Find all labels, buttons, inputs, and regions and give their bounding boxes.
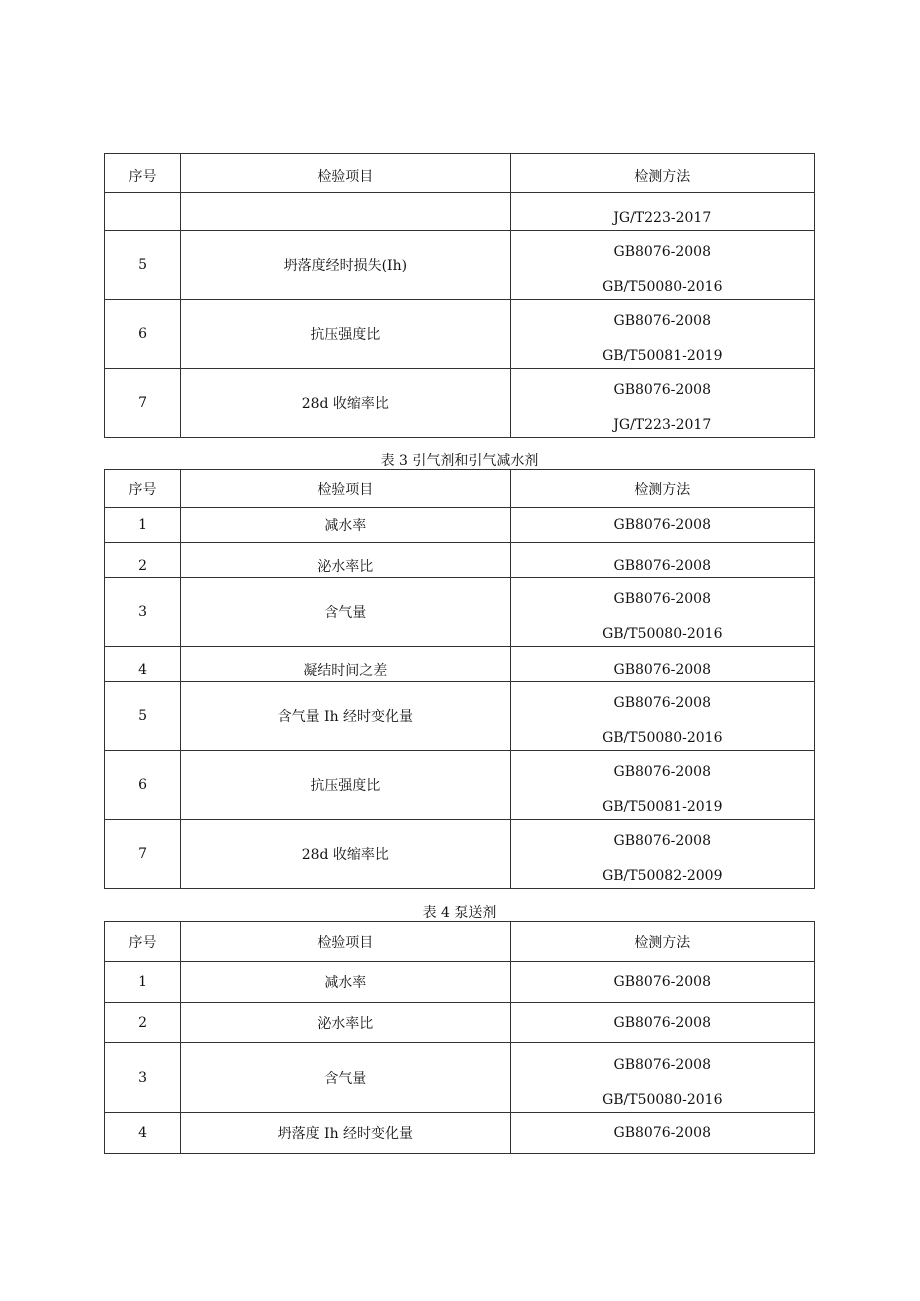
row-item: 减水率 xyxy=(181,508,510,543)
table-header-row xyxy=(105,922,815,962)
row-item: 含气量 xyxy=(181,578,510,647)
table-3-caption: 表 3 引气剂和引气减水剂 xyxy=(380,453,539,469)
method-standard: GB8076-2008 xyxy=(613,1014,711,1031)
method-standard: GB8076-2008 xyxy=(613,974,711,990)
header-no: 序号 xyxy=(105,154,181,193)
row-item: 减水率 xyxy=(181,962,510,1003)
method-standard: GB8076-2008 xyxy=(613,1056,711,1073)
table-row xyxy=(105,647,815,682)
row-method xyxy=(510,231,814,300)
method-standard: GB/T50080-2016 xyxy=(602,279,723,295)
row-item: 抗压强度比 xyxy=(181,300,510,369)
row-method xyxy=(510,647,814,682)
row-method xyxy=(510,1113,814,1154)
table-row xyxy=(105,751,815,820)
row-item: 凝结时间之差 xyxy=(181,647,510,682)
method-standard: GB/T50082-2009 xyxy=(602,868,723,884)
row-item: 含气量 Ih 经时变化量 xyxy=(181,682,510,751)
method-standard: GB8076-2008 xyxy=(613,517,711,533)
row-item: 坍落度经时损失(Ih) xyxy=(181,231,510,300)
method-standard: GB/T50081-2019 xyxy=(602,799,723,815)
method-standard: GB/T50080-2016 xyxy=(602,626,723,642)
row-no: 5 xyxy=(105,682,181,751)
row-method xyxy=(510,369,814,438)
table-row xyxy=(105,231,815,300)
method-standard: GB8076-2008 xyxy=(613,591,711,607)
row-method xyxy=(510,962,814,1003)
method-standard: JG/T223-2017 xyxy=(613,209,712,226)
table-row xyxy=(105,820,815,889)
method-standard: GB8076-2008 xyxy=(613,313,711,329)
table-row xyxy=(105,1113,815,1154)
row-no: 3 xyxy=(105,1043,181,1113)
row-item: 28d 收缩率比 xyxy=(181,820,510,889)
table-row xyxy=(105,508,815,543)
row-item: 抗压强度比 xyxy=(181,751,510,820)
row-item: 泌水率比 xyxy=(181,543,510,578)
row-method xyxy=(510,578,814,647)
table-row xyxy=(105,682,815,751)
method-standard: GB/T50081-2019 xyxy=(602,348,723,364)
header-method: 检测方法 xyxy=(510,470,814,508)
method-standard: GB8076-2008 xyxy=(613,558,711,574)
method-standard: GB/T50080-2016 xyxy=(602,730,723,746)
row-method xyxy=(510,1003,814,1043)
row-method xyxy=(510,682,814,751)
header-no: 序号 xyxy=(105,922,181,962)
row-no: 1 xyxy=(105,508,181,543)
method-standard: GB8076-2008 xyxy=(613,1125,711,1141)
header-item: 检验项目 xyxy=(181,922,510,962)
row-no: 6 xyxy=(105,751,181,820)
table-row xyxy=(105,369,815,438)
method-standard: GB8076-2008 xyxy=(613,695,711,711)
table-2-continued xyxy=(104,153,815,438)
row-no: 4 xyxy=(105,647,181,682)
method-standard: GB8076-2008 xyxy=(613,833,711,849)
header-item: 检验项目 xyxy=(181,470,510,508)
table-row xyxy=(105,1003,815,1043)
row-no: 7 xyxy=(105,820,181,889)
table-row xyxy=(105,1043,815,1113)
header-method: 检测方法 xyxy=(510,154,814,193)
row-item: 泌水率比 xyxy=(181,1003,510,1043)
table-row xyxy=(105,578,815,647)
table-4 xyxy=(104,921,815,1154)
method-standard: GB8076-2008 xyxy=(613,244,711,260)
row-method xyxy=(510,508,814,543)
row-no xyxy=(105,193,181,231)
method-standard: GB8076-2008 xyxy=(613,662,711,678)
row-item xyxy=(181,193,510,231)
table-header-row xyxy=(105,154,815,193)
row-method xyxy=(510,193,814,231)
row-no: 1 xyxy=(105,962,181,1003)
table-3 xyxy=(104,469,815,889)
method-standard: GB/T50080-2016 xyxy=(602,1091,723,1108)
header-method: 检测方法 xyxy=(510,922,814,962)
row-no: 5 xyxy=(105,231,181,300)
row-no: 4 xyxy=(105,1113,181,1154)
row-item: 28d 收缩率比 xyxy=(181,369,510,438)
row-no: 2 xyxy=(105,1003,181,1043)
header-item: 检验项目 xyxy=(181,154,510,193)
row-method xyxy=(510,300,814,369)
row-no: 6 xyxy=(105,300,181,369)
row-no: 3 xyxy=(105,578,181,647)
method-standard: JG/T223-2017 xyxy=(613,417,712,433)
row-method xyxy=(510,751,814,820)
row-method xyxy=(510,820,814,889)
method-standard: GB8076-2008 xyxy=(613,764,711,780)
row-item: 坍落度 Ih 经时变化量 xyxy=(181,1113,510,1154)
table-row xyxy=(105,962,815,1003)
row-method xyxy=(510,543,814,578)
method-standard: GB8076-2008 xyxy=(613,382,711,398)
table-row xyxy=(105,300,815,369)
row-method xyxy=(510,1043,814,1113)
row-no: 2 xyxy=(105,543,181,578)
row-item: 含气量 xyxy=(181,1043,510,1113)
header-no: 序号 xyxy=(105,470,181,508)
row-no: 7 xyxy=(105,369,181,438)
table-4-caption: 表 4 泵送剂 xyxy=(422,905,497,921)
table-row xyxy=(105,193,815,231)
table-header-row xyxy=(105,470,815,508)
table-row xyxy=(105,543,815,578)
